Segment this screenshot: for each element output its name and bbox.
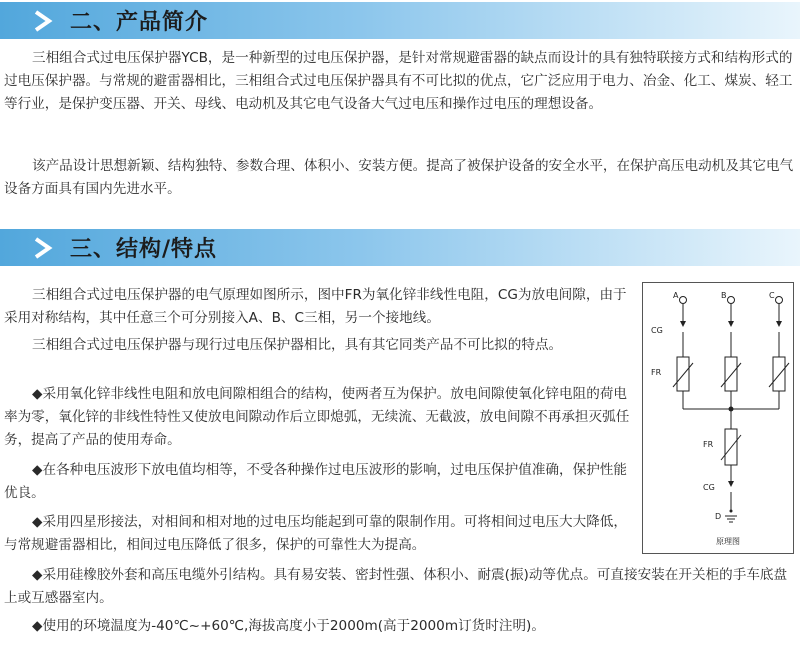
section-2-title: 二、产品简介 — [70, 10, 209, 35]
feature-bullet-3: ◆采用四星形接法，对相间和相对地的过电压均能起到可靠的限制作用。可将相间过电压大大降低，与常规避雷器相比，相间过电压降低了很多，保护的可靠性大为提高。 — [4, 514, 627, 553]
section-3-banner — [0, 229, 800, 266]
feature-bullet-2: ◆在各种电压波形下放电值均相等，不受各种操作过电压波形的影响，过电压保护值准确，保护性能优良。 — [4, 462, 627, 501]
schematic-svg — [643, 283, 793, 553]
resistor-label-fr: FR — [651, 368, 662, 377]
section-2-banner — [0, 2, 800, 39]
intro-paragraph-1: 三相组合式过电压保护器YCB，是一种新型的过电压保护器，是针对常规避雷器的缺点而设计的具有独特联接方式和结构形式的过电压保护器。与常规的避雷器相比，三相组合式过电压保护器具有不可比拟的优点，它广泛应用于电力、冶金、化工、煤炭、轻工等行业，是保护变压器、开关、母线、电动机及其它电气设备大气过电压和操作过电压的理想设备。 — [4, 50, 793, 112]
chevron-right-icon — [30, 8, 56, 34]
structure-paragraph-1: 三相组合式过电压保护器的电气原理如图所示，图中FR为氧化锌非线性电阻，CG为放电间隙，由于采用对称结构，其中任意三个可分别接入A、B、C三相，另一个接地线。 — [4, 287, 627, 326]
gap-label-cg-lower: CG — [703, 483, 715, 492]
chevron-right-icon — [30, 235, 56, 261]
terminal-label-b: B — [721, 291, 727, 300]
terminal-label-a: A — [673, 291, 679, 300]
feature-bullet-5: ◆使用的环境温度为-40℃~+60℃,海拔高度小于2000m(高于2000m订货时注明)。 — [32, 618, 545, 634]
gap-label-cg: CG — [651, 326, 663, 335]
feature-bullet-1: ◆采用氧化锌非线性电阻和放电间隙相组合的结构，使两者互为保护。放电间隙使氧化锌电阻的荷电率为零，氧化锌的非线性特性又使放电间隙动作后立即熄弧，无续流、无截波，放电间隙不再承担灭弧任务，提高了产品的使用寿命。 — [4, 386, 630, 448]
resistor-label-fr-lower: FR — [703, 440, 714, 449]
terminal-label-c: C — [769, 291, 775, 300]
section-3-title: 三、结构/特点 — [70, 237, 218, 262]
intro-paragraph-2: 该产品设计思想新颖、结构独特、参数合理、体积小、安装方便。提高了被保护设备的安全水平，在保护高压电动机及其它电气设备方面具有国内先进水平。 — [4, 158, 794, 197]
feature-bullet-4: ◆采用硅橡胶外套和高压电缆外引结构。具有易安装、密封性强、体积小、耐震(振)动等优点。可直接安装在开关柜的手车底盘上或互感器室内。 — [4, 567, 788, 606]
schematic-diagram — [642, 282, 794, 554]
structure-paragraph-2: 三相组合式过电压保护器与现行过电压保护器相比，具有其它同类产品不可比拟的特点。 — [32, 337, 563, 353]
diagram-caption: 原理图 — [716, 537, 740, 546]
ground-label-d: D — [715, 512, 722, 521]
